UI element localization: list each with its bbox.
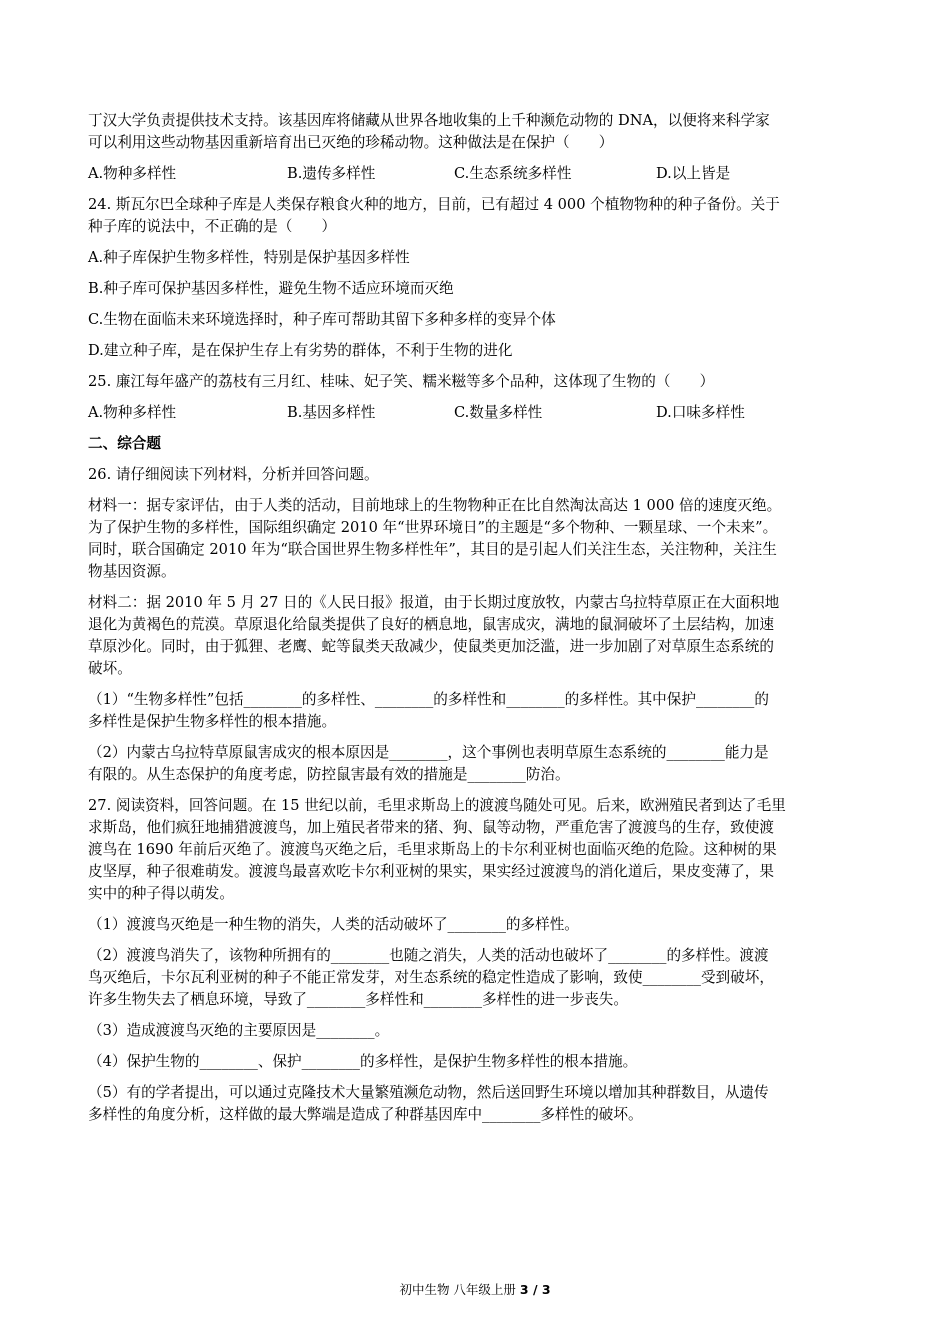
q23-line-2: 可以利用这些动物基因重新培育出已灭绝的珍稀动物。这种做法是在保护（ ）	[88, 134, 614, 151]
q26-material-2-line: 破坏。	[88, 660, 132, 677]
q25-stem: 25. 廉江每年盛产的荔枝有三月红、桂味、妃子笑、糯米糍等多个品种，这体现了生物的（ ）	[88, 373, 715, 390]
q25-option-c: C.数量多样性	[454, 404, 543, 421]
q23-option-a: A.物种多样性	[88, 165, 177, 182]
exam-page	[88, 110, 864, 1126]
q27-subquestion-5	[88, 1082, 864, 1126]
q24-option-b: B.种子库可保护基因多样性，避免生物不适应环境而灭绝	[88, 280, 454, 297]
q27-passage-line: 实中的种子得以萌发。	[88, 885, 234, 902]
q26-sub1-line: （1）“生物多样性”包括________的多样性、________的多样性和________的多样性。其中保护________的	[88, 691, 769, 708]
q26-sub2-line: 有限的。从生态保护的角度考虑，防控鼠害最有效的措施是________防治。	[88, 766, 570, 783]
page-footer	[0, 1281, 950, 1299]
q26-material-1-line: 物基因资源。	[88, 563, 176, 580]
q27-passage-line: 皮坚厚，种子很难萌发。渡渡鸟最喜欢吃卡尔利亚树的果实，果实经过渡渡鸟的消化道后，果皮变薄了，果	[88, 863, 774, 880]
page-number: 3 / 3	[519, 1282, 551, 1297]
q27-subquestion-4: （4）保护生物的________、保护________的多样性，是保护生物多样性的根本措施。	[88, 1053, 638, 1070]
q27-subquestion-2	[88, 945, 864, 1011]
q27-passage-line: 渡鸟在 1690 年前后灭绝了。渡渡鸟灭绝之后，毛里求斯岛上的卡尔利亚树也面临灭绝的危险。这种树的果	[88, 841, 777, 858]
q24-option-c: C.生物在面临未来环境选择时，种子库可帮助其留下多种多样的变异个体	[88, 311, 556, 328]
q25-option-b: B.基因多样性	[287, 404, 376, 421]
q27-passage-line: 27. 阅读资料，回答问题。在 15 世纪以前，毛里求斯岛上的渡渡鸟随处可见。后来，欧洲殖民者到达了毛里	[88, 797, 786, 814]
q26-material-1-line: 材料一：据专家评估，由于人类的活动，目前地球上的生物物种正在比自然淘汰高达 1 000 倍的速度灭绝。	[88, 497, 782, 514]
q27-sub5-line: 多样性的角度分析，这样做的最大弊端是造成了种群基因库中________多样性的破坏。	[88, 1106, 643, 1123]
q27-sub2-line: （2）渡渡鸟消失了，该物种所拥有的________也随之消失，人类的活动也破坏了________的多样性。渡渡	[88, 947, 769, 964]
q26-material-2-line: 草原沙化。同时，由于狐狸、老鹰、蛇等鼠类天敌减少，使鼠类更加泛滥，进一步加剧了对草原生态系统的	[88, 638, 774, 655]
q23-options	[88, 163, 864, 185]
footer-label: 初中生物 八年级上册	[399, 1282, 520, 1297]
q24-option-a: A.种子库保护生物多样性，特别是保护基因多样性	[88, 249, 410, 266]
q26-material-1-line: 同时，联合国确定 2010 年为“联合国世界生物多样性年”，其目的是引起人们关注生态，关注物种，关注生	[88, 541, 777, 558]
q27-sub2-line: 鸟灭绝后，卡尔瓦利亚树的种子不能正常发芽，对生态系统的稳定性造成了影响，致使________受到破坏，	[88, 969, 774, 986]
q26-material-1	[88, 495, 864, 583]
q27-passage	[88, 795, 864, 905]
q23-option-d: D.以上皆是	[656, 165, 731, 182]
q24-line-2: 种子库的说法中，不正确的是（ ）	[88, 218, 337, 235]
q23-option-b: B.遗传多样性	[287, 165, 376, 182]
q27-passage-line: 求斯岛，他们疯狂地捕猎渡渡鸟，加上殖民者带来的猪、狗、鼠等动物，严重危害了渡渡鸟的生存，致使渡	[88, 819, 774, 836]
q26-sub1-line: 多样性是保护生物多样性的根本措施。	[88, 713, 337, 730]
q26-material-2-line: 退化为黄褐色的荒漠。草原退化给鼠类提供了良好的栖息地，鼠害成灾，满地的鼠洞破坏了土层结构，加速	[88, 616, 774, 633]
q26-material-1-line: 为了保护生物的多样性，国际组织确定 2010 年“世界环境日”的主题是“多个物种、一颗星球、一个未来”。	[88, 519, 778, 536]
q27-sub2-line: 许多生物失去了栖息环境，导致了________多样性和________多样性的进一步丧失。	[88, 991, 628, 1008]
q23-option-c: C.生态系统多样性	[454, 165, 572, 182]
q27-subquestion-1: （1）渡渡鸟灭绝是一种生物的消失，人类的活动破坏了________的多样性。	[88, 916, 579, 933]
section-heading: 二、综合题	[88, 435, 161, 452]
q25-options	[88, 402, 864, 424]
q25-option-a: A.物种多样性	[88, 404, 177, 421]
q27-sub5-line: （5）有的学者提出，可以通过克隆技术大量繁殖濒危动物，然后送回野生环境以增加其种群数目，从遗传	[88, 1084, 769, 1101]
q26-subquestion-1	[88, 689, 864, 733]
q26-sub2-line: （2）内蒙古乌拉特草原鼠害成灾的根本原因是________，这个事例也表明草原生态系统的________能力是	[88, 744, 769, 761]
q24-line-1: 24. 斯瓦尔巴全球种子库是人类保存粮食火种的地方，目前，已有超过 4 000 个植物物种的种子备份。关于	[88, 196, 780, 213]
q26-material-2	[88, 592, 864, 680]
q25-option-d: D.口味多样性	[656, 404, 745, 421]
q26-subquestion-2	[88, 742, 864, 786]
q26-material-2-line: 材料二：据 2010 年 5 月 27 日的《人民日报》报道，由于长期过度放牧，内蒙古乌拉特草原正在大面积地	[88, 594, 780, 611]
q24-option-d: D.建立种子库，是在保护生存上有劣势的群体，不利于生物的进化	[88, 342, 513, 359]
q26-intro: 26. 请仔细阅读下列材料，分析并回答问题。	[88, 466, 379, 483]
q23-line-1: 丁汉大学负责提供技术支持。该基因库将储藏从世界各地收集的上千种濒危动物的 DNA，以便将来科学家	[88, 112, 770, 129]
q27-subquestion-3: （3）造成渡渡鸟灭绝的主要原因是________。	[88, 1022, 390, 1039]
